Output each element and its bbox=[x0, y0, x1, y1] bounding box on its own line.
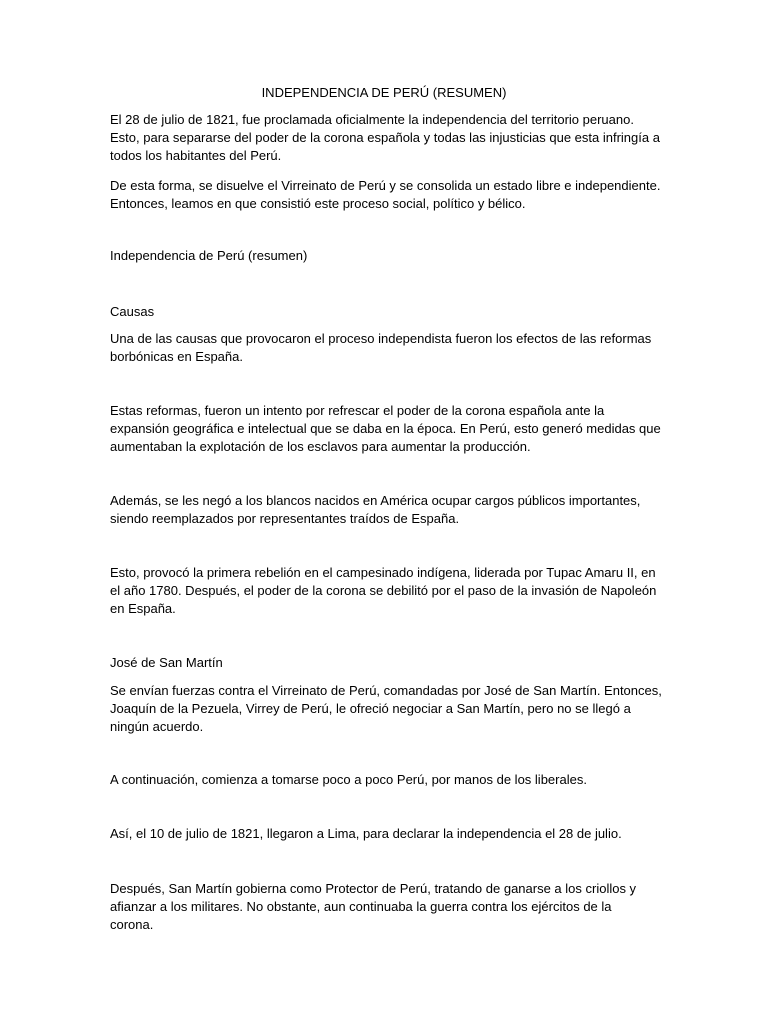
text-line: borbónicas en España. bbox=[110, 349, 243, 364]
intro-paragraph-1 bbox=[110, 111, 660, 165]
text-line: en España. bbox=[110, 601, 176, 616]
text-line: A continuación, comienza a tomarse poco a poco Perú, por manos de los liberales. bbox=[110, 772, 587, 787]
causas-paragraph-3 bbox=[110, 492, 640, 528]
san-martin-paragraph-2 bbox=[110, 771, 587, 789]
text-line: afianzar a los militares. No obstante, aun continuaba la guerra contra los ejércitos de la bbox=[110, 899, 612, 914]
text-line: corona. bbox=[110, 917, 154, 932]
document-title: INDEPENDENCIA DE PERÚ (RESUMEN) bbox=[261, 85, 507, 100]
text-line: ningún acuerdo. bbox=[110, 719, 204, 734]
text-line: Esto, provocó la primera rebelión en el campesinado indígena, liderada por Tupac Amaru II, en bbox=[110, 565, 656, 580]
text-line: Estas reformas, fueron un intento por refrescar el poder de la corona española ante la bbox=[110, 403, 605, 418]
text-line: Joaquín de la Pezuela, Virrey de Perú, le ofreció negociar a San Martín, pero no se llegó a bbox=[110, 701, 631, 716]
text-line: Una de las causas que provocaron el proceso independista fueron los efectos de las reformas bbox=[110, 331, 652, 346]
text-line: siendo reemplazados por representantes traídos de España. bbox=[110, 511, 460, 526]
text-line: Además, se les negó a los blancos nacidos en América ocupar cargos públicos importantes, bbox=[110, 493, 641, 508]
section-heading-causas: Causas bbox=[110, 304, 155, 319]
text-line: El 28 de julio de 1821, fue proclamada oficialmente la independencia del territorio peruano. bbox=[110, 112, 634, 127]
causas-paragraph-2 bbox=[110, 402, 661, 456]
san-martin-paragraph-4 bbox=[110, 880, 636, 934]
text-line: De esta forma, se disuelve el Virreinato de Perú y se consolida un estado libre e independiente. bbox=[110, 178, 661, 193]
text-line: Así, el 10 de julio de 1821, llegaron a Lima, para declarar la independencia el 28 de julio. bbox=[110, 826, 622, 841]
document-subtitle: Independencia de Perú (resumen) bbox=[110, 248, 308, 263]
text-line: el año 1780. Después, el poder de la corona se debilitó por el paso de la invasión de Napoleón bbox=[110, 583, 657, 598]
text-line: todos los habitantes del Perú. bbox=[110, 148, 282, 163]
san-martin-paragraph-1 bbox=[110, 682, 662, 736]
text-line: aumentaban la explotación de los esclavos para aumentar la producción. bbox=[110, 439, 531, 454]
text-line: Esto, para separarse del poder de la corona española y todas las injusticias que esta infringía a bbox=[110, 130, 660, 145]
intro-paragraph-2 bbox=[110, 177, 660, 213]
text-line: Entonces, leamos en que consistió este proceso social, político y bélico. bbox=[110, 196, 526, 211]
text-line: Se envían fuerzas contra el Virreinato de Perú, comandadas por José de San Martín. Entonces, bbox=[110, 683, 662, 698]
section-heading-san-martin: José de San Martín bbox=[110, 655, 223, 670]
san-martin-paragraph-3 bbox=[110, 825, 622, 843]
causas-paragraph-1 bbox=[110, 330, 651, 366]
causas-paragraph-4 bbox=[110, 564, 656, 618]
text-line: Después, San Martín gobierna como Protector de Perú, tratando de ganarse a los criollos y bbox=[110, 881, 637, 896]
text-line: expansión geográfica e intelectual que se daba en la época. En Perú, esto generó medidas que bbox=[110, 421, 661, 436]
